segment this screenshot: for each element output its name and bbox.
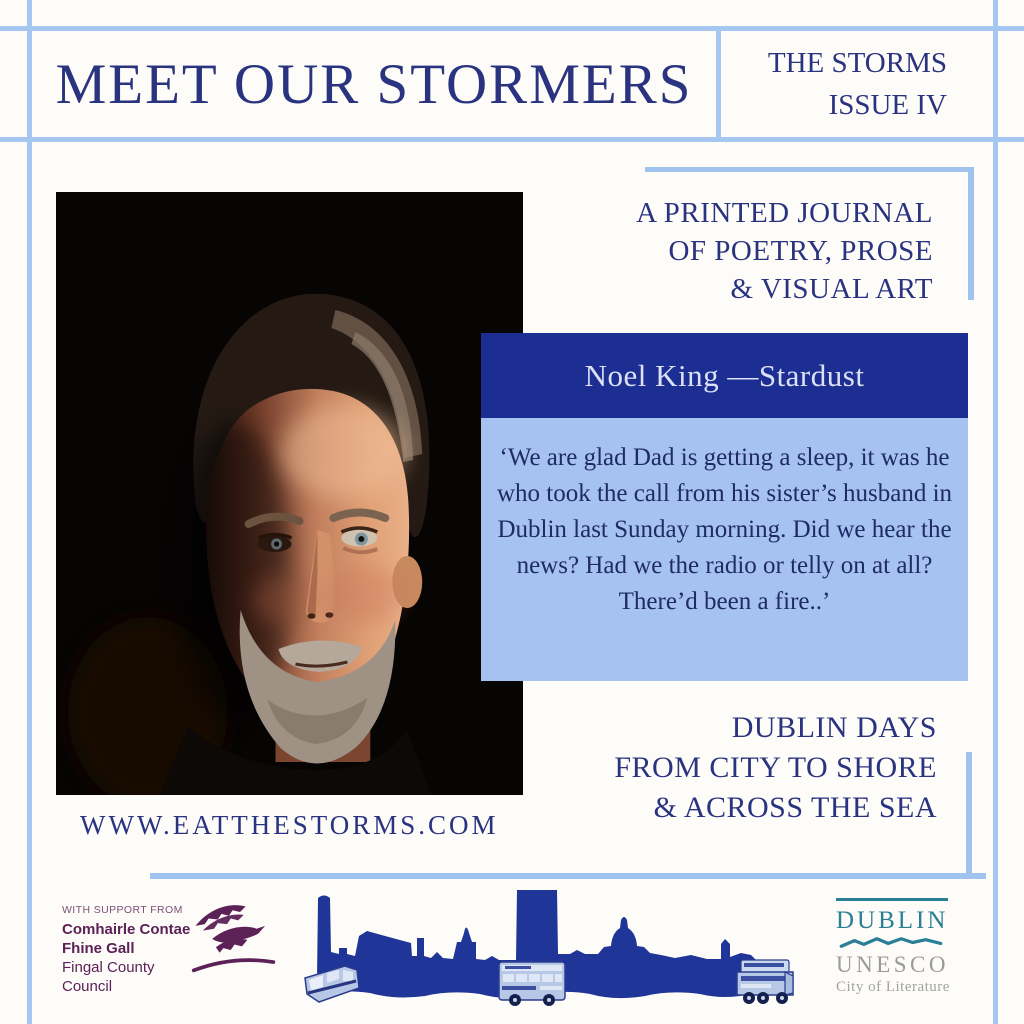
grid-line-left	[27, 0, 32, 1024]
issue-line-1: THE STORMS	[767, 47, 947, 79]
bus-icon	[499, 962, 565, 1006]
fingal-english-line-1: Fingal County	[62, 959, 155, 976]
unesco-top-rule	[836, 898, 948, 901]
theme-line-1: DUBLIN DAYS	[731, 711, 937, 744]
unesco-subtitle: City of Literature	[836, 978, 950, 995]
fingal-irish-line-2: Fhine Gall	[62, 940, 135, 957]
bracket-bottomright-vertical	[966, 752, 972, 876]
fingal-english-line-2: Council	[62, 978, 113, 995]
dublin-skyline-silhouette	[295, 886, 795, 1021]
unesco-org-label: UNESCO	[836, 951, 950, 977]
page-title: MEET OUR STORMERS	[55, 52, 693, 116]
tagline-line-1: A PRINTED JOURNAL	[636, 197, 933, 229]
issue-theme	[487, 708, 937, 828]
theme-line-3: & ACROSS THE SEA	[653, 791, 937, 824]
tagline-line-2: OF POETRY, PROSE	[668, 235, 933, 267]
feature-quote: ‘We are glad Dad is getting a sleep, it was he who took the call from his sister’s husband in Dublin last Sunday morning. Did we hear the news? Had we the radio or telly on at all? There’d been a fire..’	[481, 418, 968, 681]
tram-icon	[305, 966, 359, 1002]
unesco-logo	[836, 898, 956, 996]
issue-label	[721, 42, 947, 138]
bracket-topright-vertical	[968, 167, 974, 300]
theme-line-2: FROM CITY TO SHORE	[614, 751, 937, 784]
truck-icon	[737, 960, 793, 1004]
bracket-bottom-horizontal	[150, 873, 986, 879]
unesco-city-label: DUBLIN	[836, 906, 949, 934]
skyline-image	[295, 886, 795, 1021]
grid-line-right	[993, 0, 998, 1024]
fingal-council-logo-text	[62, 904, 202, 996]
feature-card	[481, 333, 968, 681]
liffey-wave-icon	[836, 935, 946, 950]
tagline-line-3: & VISUAL ART	[730, 273, 933, 305]
bracket-topright-horizontal	[645, 167, 974, 172]
fingal-irish-line-1: Comhairle Contae	[62, 921, 191, 938]
issue-line-2: ISSUE IV	[828, 89, 947, 121]
fingal-bird-icon	[190, 900, 278, 992]
website-url: WWW.EATTHESTORMS.COM	[80, 810, 499, 840]
portrait-image	[56, 192, 523, 795]
journal-tagline	[483, 194, 933, 308]
feature-author-title: Noel King —Stardust	[481, 333, 968, 418]
noel-king-portrait	[56, 192, 523, 795]
bird-image	[190, 900, 278, 988]
support-label: WITH SUPPORT FROM	[62, 904, 183, 916]
